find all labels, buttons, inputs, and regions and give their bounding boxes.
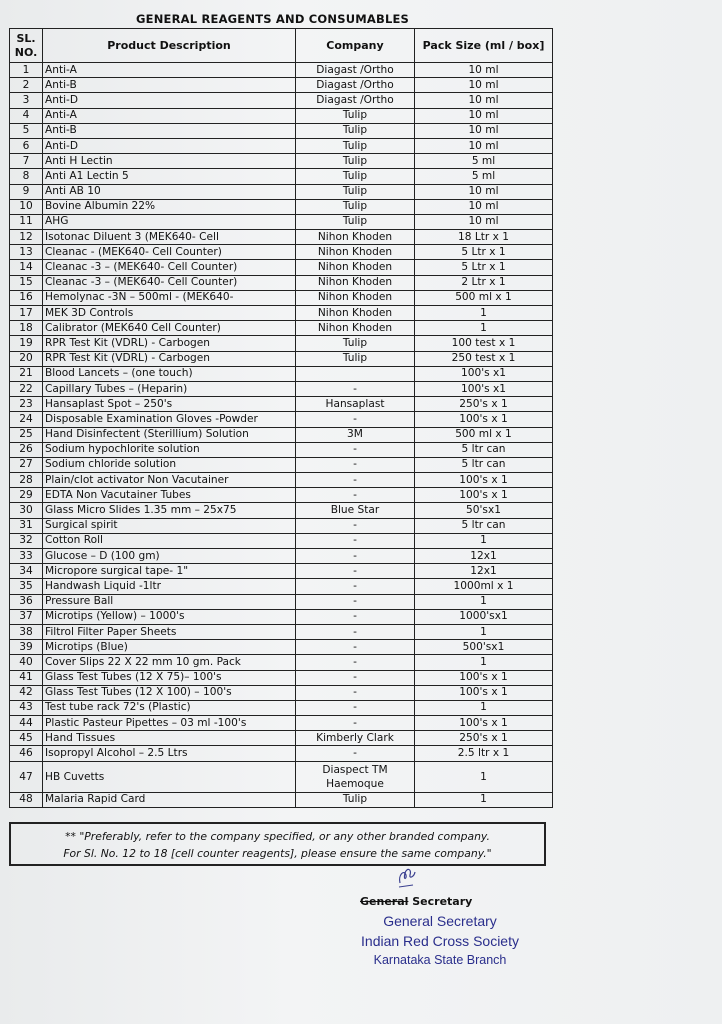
cell-sl-no: 44 bbox=[10, 716, 43, 731]
cell-pack-size: 2 Ltr x 1 bbox=[415, 275, 553, 290]
cell-product-description: Glass Test Tubes (12 X 100) – 100's bbox=[43, 685, 296, 700]
cell-pack-size: 2.5 ltr x 1 bbox=[415, 746, 553, 761]
table-row bbox=[10, 685, 553, 700]
header-sl-line1: SL. bbox=[16, 31, 36, 45]
table-row bbox=[10, 290, 553, 305]
cell-company: - bbox=[296, 473, 415, 488]
cell-company bbox=[296, 366, 415, 381]
cell-product-description: Test tube rack 72's (Plastic) bbox=[43, 700, 296, 715]
cell-product-description: Cleanac -3 – (MEK640- Cell Counter) bbox=[43, 260, 296, 275]
cell-sl-no: 33 bbox=[10, 549, 43, 564]
table-row bbox=[10, 138, 553, 153]
cell-pack-size: 10 ml bbox=[415, 123, 553, 138]
cell-company: Tulip bbox=[296, 169, 415, 184]
header-sl-line2: NO. bbox=[14, 45, 38, 59]
cell-company: - bbox=[296, 457, 415, 472]
table-row bbox=[10, 579, 553, 594]
cell-sl-no: 3 bbox=[10, 93, 43, 108]
cell-sl-no: 34 bbox=[10, 564, 43, 579]
cell-pack-size: 10 ml bbox=[415, 138, 553, 153]
table-row bbox=[10, 397, 553, 412]
cell-sl-no: 35 bbox=[10, 579, 43, 594]
cell-pack-size: 1 bbox=[415, 792, 553, 807]
cell-product-description: Cotton Roll bbox=[43, 533, 296, 548]
table-row bbox=[10, 230, 553, 245]
cell-company: - bbox=[296, 442, 415, 457]
cell-product-description: Microtips (Blue) bbox=[43, 640, 296, 655]
table-row bbox=[10, 63, 553, 78]
cell-product-description: Glucose – D (100 gm) bbox=[43, 549, 296, 564]
cell-sl-no: 25 bbox=[10, 427, 43, 442]
cell-company: - bbox=[296, 655, 415, 670]
table-row bbox=[10, 154, 553, 169]
cell-pack-size: 100's x 1 bbox=[415, 412, 553, 427]
table-row bbox=[10, 199, 553, 214]
cell-pack-size: 5 ml bbox=[415, 154, 553, 169]
stamp-line-1: General Secretary bbox=[383, 913, 497, 929]
table-row bbox=[10, 169, 553, 184]
cell-pack-size: 10 ml bbox=[415, 78, 553, 93]
cell-sl-no: 41 bbox=[10, 670, 43, 685]
cell-sl-no: 40 bbox=[10, 655, 43, 670]
cell-product-description: Isopropyl Alcohol – 2.5 Ltrs bbox=[43, 746, 296, 761]
cell-product-description: Anti-B bbox=[43, 78, 296, 93]
cell-sl-no: 24 bbox=[10, 412, 43, 427]
cell-sl-no: 19 bbox=[10, 336, 43, 351]
cell-product-description: Anti-A bbox=[43, 108, 296, 123]
cell-pack-size: 500 ml x 1 bbox=[415, 290, 553, 305]
cell-company: Nihon Khoden bbox=[296, 321, 415, 336]
cell-company: Nihon Khoden bbox=[296, 260, 415, 275]
cell-pack-size: 1 bbox=[415, 624, 553, 639]
cell-company: Tulip bbox=[296, 184, 415, 199]
cell-pack-size: 10 ml bbox=[415, 108, 553, 123]
stamp-line-2: Indian Red Cross Society bbox=[361, 933, 519, 949]
header-product-description: Product Description bbox=[43, 29, 296, 63]
cell-pack-size: 18 Ltr x 1 bbox=[415, 230, 553, 245]
struck-word: General bbox=[360, 895, 409, 908]
cell-sl-no: 16 bbox=[10, 290, 43, 305]
cell-company: - bbox=[296, 685, 415, 700]
cell-product-description: Blood Lancets – (one touch) bbox=[43, 366, 296, 381]
header-sl-no bbox=[10, 29, 43, 63]
cell-product-description: Surgical spirit bbox=[43, 518, 296, 533]
table-row bbox=[10, 549, 553, 564]
cell-company: - bbox=[296, 381, 415, 396]
cell-product-description: Plastic Pasteur Pipettes – 03 ml -100's bbox=[43, 716, 296, 731]
cell-product-description: Malaria Rapid Card bbox=[43, 792, 296, 807]
table-row bbox=[10, 321, 553, 336]
cell-pack-size: 5 ml bbox=[415, 169, 553, 184]
header-pack-size: Pack Size (ml / box] bbox=[415, 29, 553, 63]
cell-pack-size: 1000ml x 1 bbox=[415, 579, 553, 594]
cell-product-description: RPR Test Kit (VDRL) - Carbogen bbox=[43, 336, 296, 351]
cell-pack-size: 100's x 1 bbox=[415, 716, 553, 731]
table-row bbox=[10, 655, 553, 670]
office-stamp bbox=[340, 912, 540, 969]
cell-pack-size: 1 bbox=[415, 533, 553, 548]
table-row bbox=[10, 245, 553, 260]
cell-product-description: RPR Test Kit (VDRL) - Carbogen bbox=[43, 351, 296, 366]
cell-product-description: Anti H Lectin bbox=[43, 154, 296, 169]
cell-product-description: Capillary Tubes – (Heparin) bbox=[43, 381, 296, 396]
cell-company: - bbox=[296, 640, 415, 655]
table-row bbox=[10, 412, 553, 427]
cell-pack-size: 10 ml bbox=[415, 184, 553, 199]
cell-product-description: Anti-D bbox=[43, 138, 296, 153]
cell-product-description: Filtrol Filter Paper Sheets bbox=[43, 624, 296, 639]
cell-sl-no: 21 bbox=[10, 366, 43, 381]
cell-product-description: Glass Test Tubes (12 X 75)– 100's bbox=[43, 670, 296, 685]
table-row bbox=[10, 336, 553, 351]
table-row bbox=[10, 381, 553, 396]
table-row bbox=[10, 366, 553, 381]
cell-company: Diagast /Ortho bbox=[296, 63, 415, 78]
cell-sl-no: 22 bbox=[10, 381, 43, 396]
cell-product-description: Anti-D bbox=[43, 93, 296, 108]
cell-product-description: Hansaplast Spot – 250's bbox=[43, 397, 296, 412]
cell-pack-size: 1 bbox=[415, 594, 553, 609]
cell-company: Tulip bbox=[296, 108, 415, 123]
cell-sl-no: 14 bbox=[10, 260, 43, 275]
cell-pack-size: 50'sx1 bbox=[415, 503, 553, 518]
cell-pack-size: 500 ml x 1 bbox=[415, 427, 553, 442]
cell-company: Nihon Khoden bbox=[296, 290, 415, 305]
cell-company: Tulip bbox=[296, 123, 415, 138]
table-row bbox=[10, 731, 553, 746]
cell-sl-no: 18 bbox=[10, 321, 43, 336]
cell-company: Blue Star bbox=[296, 503, 415, 518]
cell-sl-no: 7 bbox=[10, 154, 43, 169]
cell-company: - bbox=[296, 564, 415, 579]
stamp-line-3: Karnataka State Branch bbox=[373, 953, 507, 967]
cell-company: Nihon Khoden bbox=[296, 275, 415, 290]
table-row bbox=[10, 457, 553, 472]
table-row bbox=[10, 108, 553, 123]
table-row bbox=[10, 503, 553, 518]
cell-product-description: Isotonac Diluent 3 (MEK640- Cell bbox=[43, 230, 296, 245]
table-row bbox=[10, 473, 553, 488]
cell-pack-size: 100's x 1 bbox=[415, 685, 553, 700]
handwritten-signature-mark bbox=[394, 863, 418, 891]
cell-company: - bbox=[296, 609, 415, 624]
note-line-1: ** "Preferably, refer to the company specified, or any other branded company. bbox=[65, 830, 490, 843]
cell-product-description: Anti A1 Lectin 5 bbox=[43, 169, 296, 184]
cell-pack-size: 100 test x 1 bbox=[415, 336, 553, 351]
cell-company: - bbox=[296, 716, 415, 731]
cell-company: Tulip bbox=[296, 214, 415, 229]
cell-company: - bbox=[296, 746, 415, 761]
cell-product-description: HB Cuvetts bbox=[43, 761, 296, 792]
cell-sl-no: 2 bbox=[10, 78, 43, 93]
cell-product-description: Hemolynac -3N – 500ml - (MEK640- bbox=[43, 290, 296, 305]
title-rest: Secretary bbox=[408, 895, 473, 908]
table-row bbox=[10, 123, 553, 138]
cell-company: - bbox=[296, 518, 415, 533]
cell-sl-no: 8 bbox=[10, 169, 43, 184]
cell-pack-size: 100's x 1 bbox=[415, 473, 553, 488]
note-line-2: For Sl. No. 12 to 18 [cell counter reagents], please ensure the same company." bbox=[63, 847, 492, 860]
cell-pack-size: 100's x1 bbox=[415, 381, 553, 396]
cell-product-description: Sodium hypochlorite solution bbox=[43, 442, 296, 457]
cell-product-description: Anti AB 10 bbox=[43, 184, 296, 199]
table-row bbox=[10, 533, 553, 548]
cell-company: Tulip bbox=[296, 792, 415, 807]
cell-sl-no: 1 bbox=[10, 63, 43, 78]
cell-sl-no: 43 bbox=[10, 700, 43, 715]
cell-pack-size: 500'sx1 bbox=[415, 640, 553, 655]
cell-pack-size: 100's x1 bbox=[415, 366, 553, 381]
cell-pack-size: 10 ml bbox=[415, 93, 553, 108]
table-body bbox=[10, 63, 553, 808]
table-row bbox=[10, 609, 553, 624]
cell-company: - bbox=[296, 488, 415, 503]
table-row bbox=[10, 761, 553, 792]
cell-company: - bbox=[296, 700, 415, 715]
cell-company: - bbox=[296, 594, 415, 609]
cell-sl-no: 15 bbox=[10, 275, 43, 290]
table-row bbox=[10, 184, 553, 199]
cell-sl-no: 36 bbox=[10, 594, 43, 609]
cell-product-description: Calibrator (MEK640 Cell Counter) bbox=[43, 321, 296, 336]
cell-company: - bbox=[296, 624, 415, 639]
cell-product-description: Handwash Liquid -1ltr bbox=[43, 579, 296, 594]
cell-sl-no: 20 bbox=[10, 351, 43, 366]
cell-sl-no: 6 bbox=[10, 138, 43, 153]
cell-sl-no: 30 bbox=[10, 503, 43, 518]
cell-pack-size: 12x1 bbox=[415, 549, 553, 564]
cell-company: - bbox=[296, 533, 415, 548]
cell-sl-no: 42 bbox=[10, 685, 43, 700]
cell-company: Tulip bbox=[296, 351, 415, 366]
cell-company: Diagast /Ortho bbox=[296, 93, 415, 108]
cell-product-description: Cover Slips 22 X 22 mm 10 gm. Pack bbox=[43, 655, 296, 670]
table-header-row bbox=[10, 29, 553, 63]
cell-product-description: Pressure Ball bbox=[43, 594, 296, 609]
cell-product-description: MEK 3D Controls bbox=[43, 306, 296, 321]
cell-company: Diaspect TM Haemoque bbox=[296, 761, 415, 792]
cell-pack-size: 100's x 1 bbox=[415, 488, 553, 503]
cell-product-description: Anti-A bbox=[43, 63, 296, 78]
table-row bbox=[10, 214, 553, 229]
cell-sl-no: 47 bbox=[10, 761, 43, 792]
cell-product-description: Cleanac -3 – (MEK640- Cell Counter) bbox=[43, 275, 296, 290]
note-box bbox=[9, 822, 546, 866]
table-row bbox=[10, 716, 553, 731]
cell-sl-no: 48 bbox=[10, 792, 43, 807]
cell-pack-size: 100's x 1 bbox=[415, 670, 553, 685]
cell-pack-size: 5 ltr can bbox=[415, 442, 553, 457]
cell-company: - bbox=[296, 412, 415, 427]
table-row bbox=[10, 518, 553, 533]
cell-pack-size: 5 ltr can bbox=[415, 518, 553, 533]
table-row bbox=[10, 306, 553, 321]
cell-sl-no: 28 bbox=[10, 473, 43, 488]
cell-company: Tulip bbox=[296, 199, 415, 214]
cell-sl-no: 17 bbox=[10, 306, 43, 321]
cell-sl-no: 38 bbox=[10, 624, 43, 639]
table-row bbox=[10, 564, 553, 579]
cell-product-description: EDTA Non Vacutainer Tubes bbox=[43, 488, 296, 503]
cell-product-description: Anti-B bbox=[43, 123, 296, 138]
cell-sl-no: 11 bbox=[10, 214, 43, 229]
cell-company: - bbox=[296, 579, 415, 594]
cell-sl-no: 5 bbox=[10, 123, 43, 138]
cell-product-description: Sodium chloride solution bbox=[43, 457, 296, 472]
cell-product-description: Micropore surgical tape- 1" bbox=[43, 564, 296, 579]
cell-pack-size: 5 Ltr x 1 bbox=[415, 260, 553, 275]
table-row bbox=[10, 670, 553, 685]
cell-company: Hansaplast bbox=[296, 397, 415, 412]
cell-pack-size: 10 ml bbox=[415, 214, 553, 229]
cell-company: Tulip bbox=[296, 138, 415, 153]
cell-pack-size: 5 ltr can bbox=[415, 457, 553, 472]
cell-sl-no: 23 bbox=[10, 397, 43, 412]
cell-pack-size: 250's x 1 bbox=[415, 397, 553, 412]
cell-product-description: Disposable Examination Gloves -Powder bbox=[43, 412, 296, 427]
table-row bbox=[10, 488, 553, 503]
table-row bbox=[10, 442, 553, 457]
table-row bbox=[10, 427, 553, 442]
table-row bbox=[10, 746, 553, 761]
cell-company: Tulip bbox=[296, 154, 415, 169]
cell-pack-size: 10 ml bbox=[415, 63, 553, 78]
table-row bbox=[10, 260, 553, 275]
table-row bbox=[10, 624, 553, 639]
cell-sl-no: 32 bbox=[10, 533, 43, 548]
cell-sl-no: 12 bbox=[10, 230, 43, 245]
cell-product-description: Glass Micro Slides 1.35 mm – 25x75 bbox=[43, 503, 296, 518]
cell-company: Nihon Khoden bbox=[296, 230, 415, 245]
cell-company: - bbox=[296, 549, 415, 564]
cell-company: Kimberly Clark bbox=[296, 731, 415, 746]
cell-product-description: Microtips (Yellow) – 1000's bbox=[43, 609, 296, 624]
table-row bbox=[10, 792, 553, 807]
cell-pack-size: 10 ml bbox=[415, 199, 553, 214]
header-company: Company bbox=[296, 29, 415, 63]
cell-sl-no: 37 bbox=[10, 609, 43, 624]
cell-pack-size: 1 bbox=[415, 655, 553, 670]
cell-sl-no: 13 bbox=[10, 245, 43, 260]
cell-company: - bbox=[296, 670, 415, 685]
cell-company: Nihon Khoden bbox=[296, 306, 415, 321]
cell-sl-no: 46 bbox=[10, 746, 43, 761]
cell-product-description: Bovine Albumin 22% bbox=[43, 199, 296, 214]
cell-sl-no: 39 bbox=[10, 640, 43, 655]
signatory-title bbox=[360, 895, 472, 908]
cell-company: Tulip bbox=[296, 336, 415, 351]
cell-pack-size: 1000'sx1 bbox=[415, 609, 553, 624]
cell-sl-no: 10 bbox=[10, 199, 43, 214]
cell-sl-no: 26 bbox=[10, 442, 43, 457]
cell-sl-no: 31 bbox=[10, 518, 43, 533]
cell-sl-no: 29 bbox=[10, 488, 43, 503]
table-row bbox=[10, 594, 553, 609]
cell-company: Nihon Khoden bbox=[296, 245, 415, 260]
cell-product-description: Plain/clot activator Non Vacutainer bbox=[43, 473, 296, 488]
reagents-table bbox=[9, 28, 553, 808]
cell-sl-no: 27 bbox=[10, 457, 43, 472]
cell-pack-size: 1 bbox=[415, 761, 553, 792]
cell-pack-size: 1 bbox=[415, 321, 553, 336]
cell-company: 3M bbox=[296, 427, 415, 442]
table-row bbox=[10, 351, 553, 366]
cell-sl-no: 4 bbox=[10, 108, 43, 123]
table-row bbox=[10, 700, 553, 715]
cell-product-description: Hand Disinfectent (Sterillium) Solution bbox=[43, 427, 296, 442]
cell-sl-no: 9 bbox=[10, 184, 43, 199]
cell-pack-size: 5 Ltr x 1 bbox=[415, 245, 553, 260]
cell-company: Diagast /Ortho bbox=[296, 78, 415, 93]
cell-product-description: Cleanac - (MEK640- Cell Counter) bbox=[43, 245, 296, 260]
table-row bbox=[10, 93, 553, 108]
page-title: GENERAL REAGENTS AND CONSUMABLES bbox=[136, 12, 410, 26]
cell-pack-size: 12x1 bbox=[415, 564, 553, 579]
table-row bbox=[10, 275, 553, 290]
cell-pack-size: 1 bbox=[415, 306, 553, 321]
cell-pack-size: 250's x 1 bbox=[415, 731, 553, 746]
cell-pack-size: 1 bbox=[415, 700, 553, 715]
cell-product-description: Hand Tissues bbox=[43, 731, 296, 746]
cell-product-description: AHG bbox=[43, 214, 296, 229]
cell-sl-no: 45 bbox=[10, 731, 43, 746]
table-row bbox=[10, 78, 553, 93]
table-row bbox=[10, 640, 553, 655]
cell-pack-size: 250 test x 1 bbox=[415, 351, 553, 366]
